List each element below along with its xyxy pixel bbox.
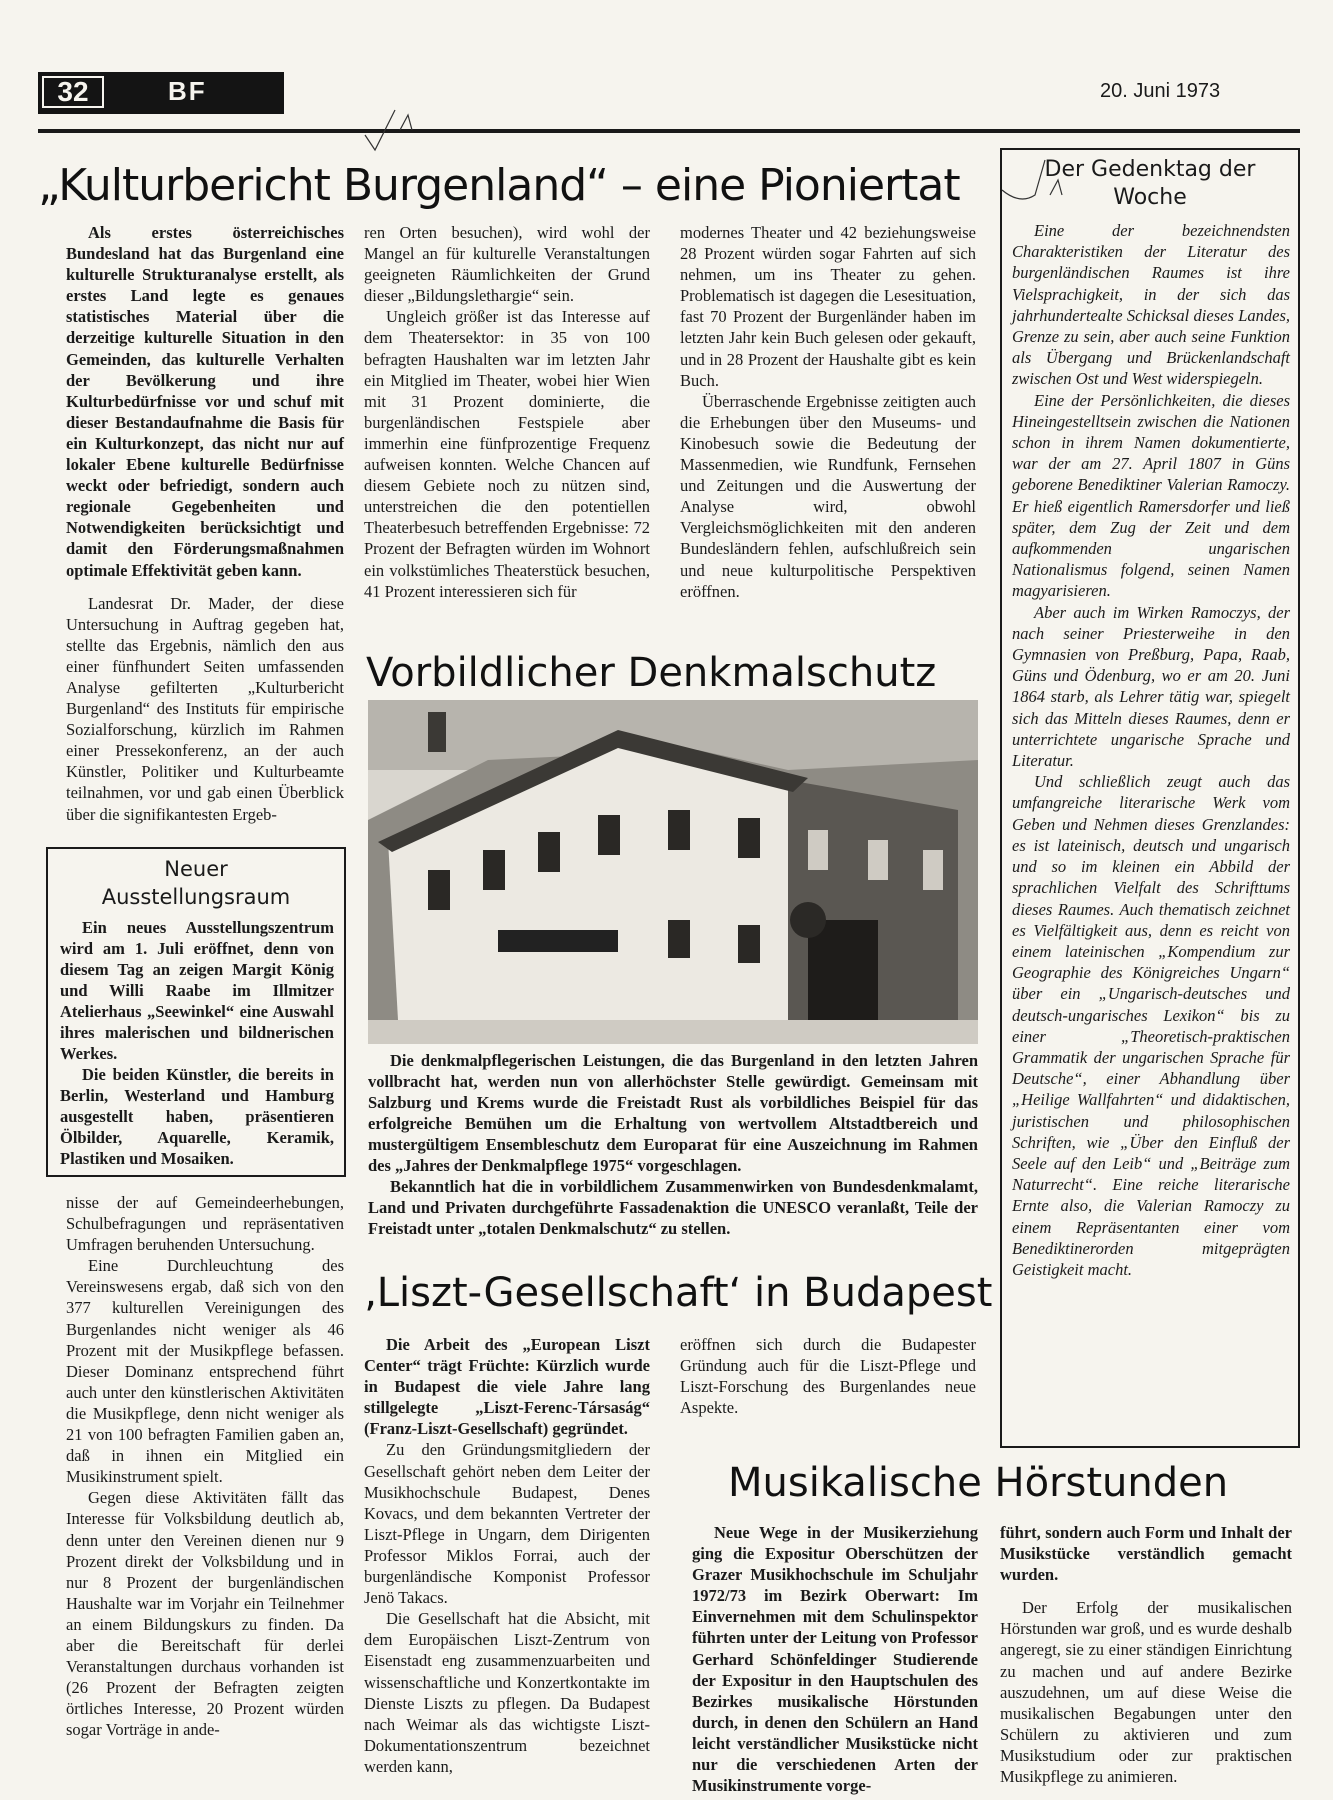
liszt-paragraph-2: Zu den Gründungsmitgliedern der Gesellschaft gehört neben dem Leiter der Musikhochschule Budapest, Denes Kovacs, und dem bekannten Vertreter der Liszt-Pflege in Ungarn, dem Dirigenten Professor Miklos Forrai, auch der burgenländische Komponist Professor Jenö Takacs. <box>364 1440 650 1608</box>
liszt-column-2 <box>680 1334 976 1444</box>
box-neuer-paragraph-1: Ein neues Ausstellungszentrum wird am 1. Juli eröffnet, denn von diesem Tag an zeigen Margit König und Willi Raabe im Illmitzer Atelierhaus „Seewinkel“ eine Auswahl ihres malerischen und bildnerischen Werkes. <box>60 918 334 1063</box>
liszt-headline: ‚Liszt-Gesellschaft‘ in Budapest <box>364 1270 993 1316</box>
main-paragraph-1: Landesrat Dr. Mader, der diese Untersuchung in Auftrag gegeben hat, stellte das Ergebnis, nämlich den aus einer fünfhundert Seiten umfassenden Analyse gefilterten „Kulturbericht Burgenland“ des Instituts für empirische Sozialforschung, kürzlich im Rahmen einer Pressekonferenz, an der auch Künstler, Politiker und Kulturbeamte teilnahmen, vor und gab einen Überblick über die signifikantesten Ergeb- <box>66 593 344 824</box>
box-gedenktag-title-line-2: Woche <box>1113 185 1187 210</box>
main-paragraph-6: Ungleich größer ist das Interesse auf dem Theatersektor: in 35 von 100 befragten Haushalten war im letzten Jahr ein Mitglied im Theater, wobei hier Wien mit 31 Prozent dominierte, die burgenländischen Festspiele aber immerhin eine fünfprozentige Frequenz aufweisen konnten. Welche Chancen auf diesem Gebiete noch zu nützen sind, unterstreichen die den potentiellen Theaterbesuch betreffenden Ergebnisse: 72 Prozent der Befragten würden im Wohnort ein volkstümliches Theaterstück besuchen, 41 Prozent interessieren sich für <box>364 307 650 601</box>
main-headline: „Kulturbericht Burgenland“ – eine Pioniertat <box>38 160 960 211</box>
box-gedenktag-paragraph-3: Aber auch im Wirken Ramoczys, der nach seiner Priesterweihe in den Gymnasien von Preßburg, Papa, Raab, Güns und Ödenburg, wo er am 20. Juni 1864 starb, als Lehrer tätig war, spiegelt sich das Mitteln dieses Raumes, denn er unterrichtete ungarische Sprache und Literatur. <box>1012 602 1290 771</box>
main-article-column-1 <box>66 222 344 840</box>
musik-paragraph-2: führt, sondern auch Form und Inhalt der Musikstücke verständlich gemacht wurden. <box>1000 1523 1292 1585</box>
box-neuer-title-line-2: Ausstellungsraum <box>101 885 291 909</box>
denkmal-headline: Vorbildlicher Denkmalschutz <box>366 650 937 696</box>
musik-headline: Musikalische Hörstunden <box>728 1460 1229 1506</box>
main-paragraph-7: modernes Theater und 42 beziehungsweise 28 Prozent würden sogar Fahrten auf sich nehmen, um ins Theater zu gehen. Problematisch ist dagegen die Lesesituation, fast 70 Prozent der Burgenländer haben im letzten Jahr kein Buch gelesen oder gekauft, und in 28 Prozent der Haushalte gibt es kein Buch. <box>680 223 976 390</box>
main-paragraph-2: nisse der auf Gemeindeerhebungen, Schulbefragungen und repräsentativen Umfragen beruhenden Untersuchung. <box>66 1193 344 1255</box>
box-gedenktag-paragraph-1: Eine der bezeichnendsten Charakteristiken der Literatur des burgenländischen Raumes ist ihre Vielsprachigkeit, in der sich das jahrhundertealte Schicksal dieses Landes, Grenze zu sein, aber auch seine Funktion als Übergang und Brückenlandschaft zwischen Ost und West widerspiegeln. <box>1012 221 1290 389</box>
liszt-paragraph-1: Die Arbeit des „European Liszt Center“ trägt Früchte: Kürzlich wurde in Budapest die viele Jahre lang stillgelegte „Liszt-Ferenc-Társaság“ (Franz-Liszt-Gesellschaft) gegründet. <box>364 1335 650 1439</box>
box-neuer-title-line-1: Neuer <box>164 857 228 881</box>
handwritten-checkmark <box>360 105 420 160</box>
box-gedenktag-text <box>1012 220 1290 1280</box>
main-paragraph-8: Überraschende Ergebnisse zeitigten auch die Erhebungen über den Museums- und Kinobesuch sowie die Bedeutung der Massenmedien, wie Rundfunk, Fernsehen und Zeitungen und die Auswertung der Analyse wird, obwohl Vergleichsmöglichkeiten mit den anderen Bundesländern fehlen, aufschlußreich sein und neue kulturpolitische Perspektiven eröffnen. <box>680 391 976 601</box>
denkmal-caption <box>368 1050 978 1239</box>
issue-date: 20. Juni 1973 <box>1100 80 1221 102</box>
box-gedenktag-title <box>1002 156 1298 212</box>
box-gedenktag-title-line-1: Der Gedenktag der <box>1044 157 1256 182</box>
box-neuer-title <box>48 855 344 911</box>
header-rule <box>38 129 1300 133</box>
box-neuer-paragraph-2: Die beiden Künstler, die bereits in Berlin, Westerland und Hamburg ausgestellt haben, präsentieren Ölbilder, Aquarelle, Keramik, Plastiken und Mosaiken. <box>60 1065 334 1168</box>
box-gedenktag <box>1000 148 1300 1448</box>
musik-paragraph-3: Der Erfolg der musikalischen Hörstunden war groß, und es wurde deshalb angeregt, sie zu einer ständigen Einrichtung zu machen und auf andere Bezirke auszudehnen, um auf diese Weise die musikalischen Begabungen unter den Schülern zu aktivieren und zum Musikstudium oder zur praktischen Musikpflege zu animieren. <box>1000 1598 1292 1787</box>
box-gedenktag-paragraph-4: Und schließlich zeugt auch das umfangreiche literarische Werk vom Geben und Nehmen dieses Grenzlandes: es ist lateinisch, deutsch und ungarisch und so im kleinen ein Abbild der sprachlichen Vielfalt des Schrifttums dieses Raumes. Auch thematisch zeichnet es Vielfältigkeit aus, denn es reicht von einem lateinischen „Kompendium zur Geographie des Königreiches Ungarn“ über ein „Ungarisch-deutsches und deutsch-ungarisches Lexikon“ bis zu einer „Theoretisch-praktischen Grammatik der ungarischen Sprache für Deutsche“, einer Abhandlung über „Heilige Wallfahrten“ und didaktischen, juristischen und philosophischen Schriften, wie „Über den Einfluß der Seele auf den Leib“ und „Beiträge zum Naturrecht“. Eine reiche literarische Ernte also, die Valerian Ramoczy zu einem Repräsentanten einer vom Benediktinerorden mitgeprägten Geistigkeit macht. <box>1012 772 1290 1279</box>
liszt-paragraph-3: Die Gesellschaft hat die Absicht, mit dem Europäischen Liszt-Zentrum von Eisenstadt eng zusammenzuarbeiten und wissenschaftliche und Konzertkontakte im Dienste Liszts zu pflegen. Da Budapest nach Weimar als das wichtigste Liszt-Dokumentationszentrum bezeichnet werden kann, <box>364 1609 650 1776</box>
denkmal-caption-paragraph-1: Die denkmalpflegerischen Leistungen, die das Burgenland in den letzten Jahren vollbracht hat, werden nun von allerhöchster Stelle gewürdigt. Gemeinsam mit Salzburg und Krems wurde die Freistadt Rust als vorbildliches Beispiel für das erfolgreiche Bemühen um die Erhaltung von wertvollem Altstadtbereich und mustergültigem Ensembleschutz dem Europarat für eine Auszeichnung im Rahmen des „Jahres der Denkmalpflege 1975“ vorgeschlagen. <box>368 1051 978 1175</box>
box-gedenktag-paragraph-2: Eine der Persönlichkeiten, die dieses Hineingestelltsein zwischen die Nationen schon in ihrem Namen dokumentierte, war der am 27. April 1807 in Güns geborene Benediktiner Valerian Ramoczy. Er hieß eigentlich Ramersdorfer und ließ später, dem Zug der Zeit und dem aufkommenden ungarischen Nationalismus folgend, seinen Namen magyarisieren. <box>1012 390 1290 601</box>
main-article-column-3 <box>680 222 976 632</box>
musik-paragraph-1: Neue Wege in der Musikerziehung ging die Expositur Oberschützen der Grazer Musikhochschule im Schuljahr 1972/73 im Bezirk Oberwart: Im Einvernehmen mit dem Schulinspektor führten unter der Leitung von Professor Gerhard Schönfeldinger Studierende der Expositur in den Hauptschulen des Bezirkes musikalische Hörstunden durch, in denen den Schülern an Hand leicht verständlicher Musikstücke nicht nur die verschiedenen Arten der Musikinstrumente vorge- <box>692 1523 978 1796</box>
denkmal-caption-paragraph-2: Bekanntlich hat die in vorbildlichem Zusammenwirken von Bundesdenkmalamt, Land und Privaten durchgeführte Fassadenaktion die UNESCO veranlaßt, Teile der Freistadt unter „totalen Denkmalschutz“ zu stellen. <box>368 1177 978 1238</box>
box-neuer-ausstellungsraum <box>46 847 346 1177</box>
section-label: BF <box>168 76 207 106</box>
box-neuer-text <box>60 917 334 1169</box>
page-header-bar <box>38 72 284 114</box>
liszt-column-1 <box>364 1334 650 1774</box>
main-paragraph-5: ren Orten besuchen), wird wohl der Mangel an für kulturelle Veranstaltungen geeigneten Räumlichkeiten der Grund dieser „Bildungslethargie“ sein. <box>364 223 650 306</box>
musik-column-1 <box>692 1522 978 1796</box>
liszt-paragraph-4: eröffnen sich durch die Budapester Gründung auch für die Liszt-Pflege und Liszt-Forschung des Burgenlandes neue Aspekte. <box>680 1335 976 1418</box>
page-number: 32 <box>42 76 104 108</box>
main-paragraph-3: Eine Durchleuchtung des Vereinswesens ergab, daß sich von den 377 kulturellen Vereinigungen des Burgenlandes nicht weniger als 46 Prozent mit der Musikpflege befassen. Dieser Dominanz entsprechend führt auch unter den künstlerischen Aktivitäten die Musikpflege, denn nicht weniger als 21 von 100 befragten Familien gaben an, daß in ihnen ein Mitglied ein Musikinstrument spielt. <box>66 1256 344 1487</box>
main-article-column-1-continued <box>66 1192 344 1770</box>
musik-column-2 <box>1000 1522 1292 1787</box>
main-paragraph-4: Gegen diese Aktivitäten fällt das Interesse für Volksbildung deutlich ab, denn unter den Vereinen dienen nur 9 Prozent direkt der Volksbildung und in nur 8 Prozent der burgenländischen Haushalte war im Vorjahr ein Teilnehmer an einem Bildungskurs zu finden. Da aber die Bereitschaft für derlei Veranstaltungen durchaus vorhanden ist (26 Prozent der Befragten zeigten örtliches Interesse, 20 Prozent würden sogar Vorträge in ande- <box>66 1488 344 1740</box>
building-photo <box>368 700 978 1044</box>
main-article-column-2 <box>364 222 650 632</box>
main-lead: Als erstes österreichisches Bundesland hat das Burgenland eine kulturelle Strukturanalyse erstellt, als erstes Land legte es genaues statistisches Material über die derzeitige kulturelle Situation in den Gemeinden, das kulturelle Verhalten der Bevölkerung und ihre Kulturbedürfnisse vor und schuf mit dieser Bestandaufnahme die Basis für ein Kulturkonzept, das nicht nur auf lokaler Ebene kulturelle Bedürfnisse weckt oder befriedigt, sondern auch regionale Gegebenheiten und Notwendigkeiten berücksichtigt und damit den Förderungsmaßnahmen optimale Effektivität geben kann. <box>66 223 344 580</box>
